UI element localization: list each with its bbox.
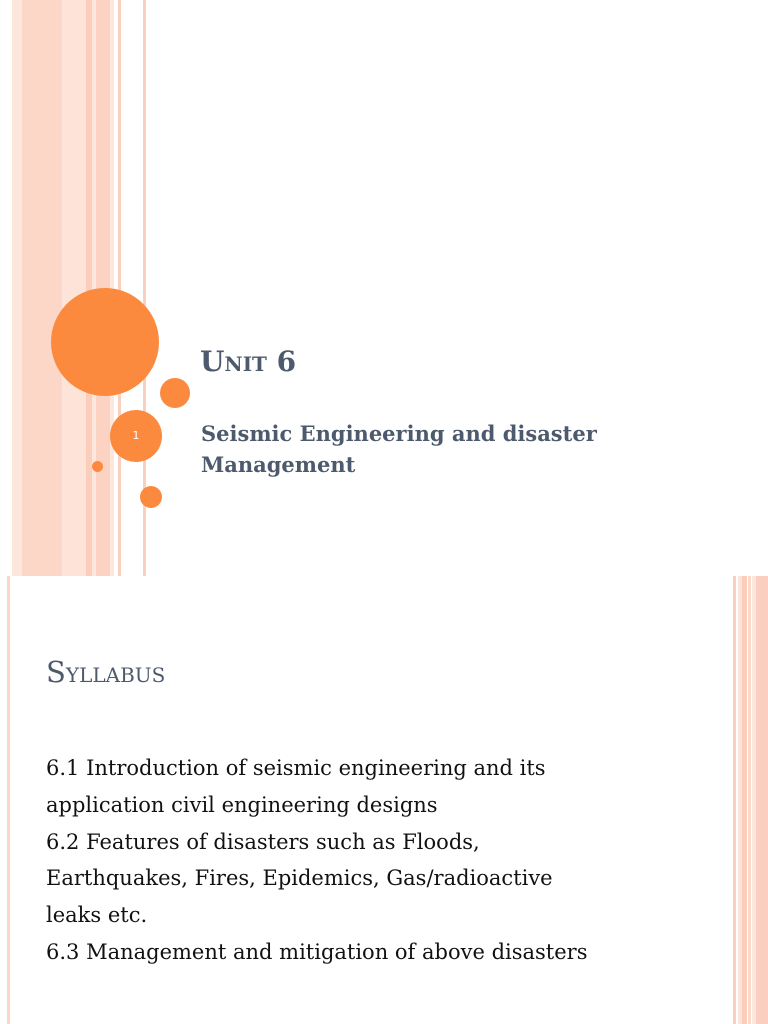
slide-subtitle: Seismic Engineering and disaster Management bbox=[201, 421, 597, 477]
decorative-stripe bbox=[742, 576, 747, 1024]
decorative-large-circle bbox=[51, 288, 159, 396]
decorative-stripe bbox=[7, 576, 10, 1024]
slide-number-badge: 1 bbox=[110, 410, 162, 462]
syllabus-content bbox=[46, 750, 726, 971]
syllabus-line: leaks etc. bbox=[46, 903, 148, 928]
syllabus-line: 6.2 Features of disasters such as Floods, bbox=[46, 829, 480, 854]
decorative-stripe bbox=[12, 0, 22, 576]
decorative-tiny-circle bbox=[92, 461, 103, 472]
decorative-stripe bbox=[733, 576, 736, 1024]
slide-title: Unit 6 bbox=[200, 345, 297, 378]
syllabus-line: application civil engineering designs bbox=[46, 792, 438, 817]
syllabus-line: Earthquakes, Fires, Epidemics, Gas/radioactive bbox=[46, 866, 553, 891]
syllabus-line: 6.3 Management and mitigation of above disasters bbox=[46, 939, 588, 964]
decorative-small-circle bbox=[140, 486, 162, 508]
decorative-stripe bbox=[22, 0, 62, 576]
decorative-stripe bbox=[118, 0, 121, 576]
syllabus-title: Syllabus bbox=[46, 655, 166, 689]
decorative-stripe bbox=[62, 0, 86, 576]
decorative-small-circle bbox=[160, 378, 190, 408]
decorative-stripe bbox=[748, 576, 751, 1024]
syllabus-line: 6.1 Introduction of seismic engineering and its bbox=[46, 756, 546, 780]
decorative-stripe bbox=[756, 576, 768, 1024]
